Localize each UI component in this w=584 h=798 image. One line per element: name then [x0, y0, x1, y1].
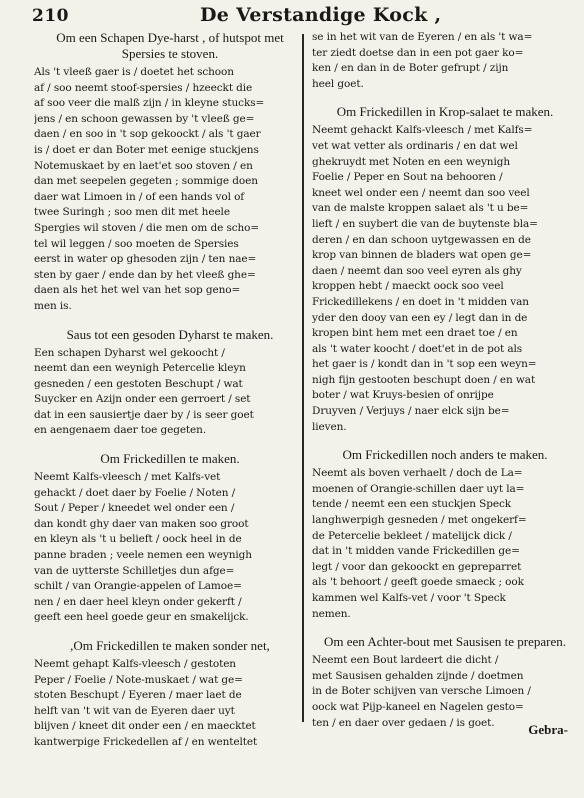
text-line: ghekruydt met Noten en een weynigh	[312, 155, 511, 168]
text-line: dan kondt ghy daer van maken soo groot	[34, 517, 249, 530]
recipe-heading: Om een Achter-bout met Sausisen te preparen.	[324, 634, 566, 650]
text-line: met Sausisen gehalden zijnde / doetmen	[312, 669, 524, 682]
text-line: Foelie / Peper en Sout na behooren /	[312, 171, 503, 184]
text-line: nen / en daer heel kleyn onder gekerft /	[34, 595, 242, 608]
page-number: 210	[32, 6, 69, 26]
recipe-heading: Om Frickedillen te maken.	[100, 451, 240, 467]
text-line: en aengenaem daer toe gegeten.	[34, 424, 207, 437]
text-line: de Petercelie bekleet / matelijck dick /	[312, 529, 512, 542]
recipe-heading: Om een Schapen Dye-harst , of hutspot met Spersies te stoven.	[56, 30, 284, 61]
running-head: De Verstandige Kock ,	[200, 4, 442, 26]
recipe-text	[34, 657, 306, 751]
recipe-text	[34, 470, 306, 626]
text-line: boter / wat Kruys-besien of onrijpe	[312, 389, 494, 402]
text-line: helft van 't wit van de Eyeren daer uyt	[34, 704, 235, 717]
text-line: nemen.	[312, 607, 351, 620]
text-line: sten by gaer / ende dan by het vleeß ghe=	[34, 268, 256, 281]
text-line: Sout / Peper / kneedet wel onder een /	[34, 502, 235, 515]
text-line: neemt dan een weynigh Petercelie kleyn	[34, 362, 246, 375]
text-line: Peper / Foelie / Note-muskaet / wat ge=	[34, 673, 243, 686]
recipe-text	[312, 123, 578, 435]
text-line: als 't water koocht / doet'et in de pot als	[312, 342, 523, 355]
text-line: geeft een heel goede geur en smakelijck.	[34, 611, 249, 624]
text-line: Druyven / Verjuys / naer elck sijn be=	[312, 405, 510, 418]
recipe-text	[312, 30, 578, 92]
text-line: gehackt / doet daer by Foelie / Noten /	[34, 486, 236, 499]
text-line: Spergies wil stoven / die men om de scho=	[34, 221, 260, 234]
text-line: panne braden ; veele nemen een weynigh	[34, 549, 252, 562]
text-line: twee Suringh ; soo men dit met heele	[34, 206, 230, 219]
text-line: vet wat vetter als ordinaris / en dat wel	[312, 139, 518, 152]
text-line: van de malste kroppen salaet als 't u be=	[312, 202, 529, 215]
left-column	[34, 30, 306, 763]
text-line: ter ziedt doetse dan in een pot gaer ko=	[312, 46, 524, 59]
recipe-text	[312, 466, 578, 622]
recipe-heading: Om Frickedillen in Krop-salaet te maken.	[336, 104, 554, 120]
text-line: kroppen hebt / maeckt oock soo veel	[312, 280, 504, 293]
recipe-heading: ,Om Frickedillen te maken sonder net,	[70, 638, 270, 653]
text-line: kammen wel Kalfs-vet / voor 't Speck	[312, 592, 506, 604]
text-line: kneet wel onder een / neemt dan soo veel	[312, 186, 530, 199]
text-line: eerst in water op ghesoden zijn / ten nae=	[34, 253, 257, 266]
text-line: Een schapen Dyharst wel gekoocht /	[34, 346, 225, 359]
text-line: heel goet.	[312, 77, 364, 90]
text-line: Neemt als boven verhaelt / doch de La=	[312, 467, 523, 480]
text-line: tende / neemt een een stuckjen Speck	[312, 498, 512, 511]
text-line: moenen of Orangie-schillen daer uyt la=	[312, 482, 525, 495]
recipe-text	[312, 653, 578, 731]
text-line: Als 't vleeß gaer is / doetet het schoon	[34, 66, 234, 78]
text-line: blijven / kneet dit onder een / en maecktet	[34, 720, 256, 733]
text-line: als 't behoort / geeft goede smaeck ; ook	[312, 576, 524, 589]
recipe-text	[34, 346, 306, 440]
text-line: het gaer is / kondt dan in 't sop een weyn=	[312, 358, 537, 371]
text-line: ken / en dan in de Boter gefrupt / zijn	[312, 62, 509, 75]
text-line: kropen bint hem met een draet toe / en	[312, 327, 518, 340]
text-line: in de Boter schijven van versche Limoen /	[312, 685, 531, 698]
text-line: ten / en daer over gedaen / is goet.	[312, 716, 495, 729]
text-line: se in het wit van de Eyeren / en als 't wa=	[312, 31, 533, 43]
text-line: Frickedillekens / en doet in 't midden van	[312, 295, 529, 308]
text-line: daen / neemt dan soo veel eyren als ghy	[312, 264, 522, 277]
text-line: van de uytterste Schilletjes dun afge=	[34, 564, 235, 577]
text-line: daer wat Limoen in / of een hands vol of	[34, 190, 245, 203]
text-line: oock wat Pijp-kaneel en Nagelen gesto=	[312, 700, 524, 713]
text-line: krop van binnen de bladers wat open ge=	[312, 249, 532, 262]
text-line: lieven.	[312, 420, 347, 433]
text-line: af soo veer die malß zijn / in kleyne stucks=	[34, 97, 265, 110]
recipe-heading: Om Frickedillen noch anders te maken.	[342, 447, 548, 463]
text-line: af / soo neemt stoof-spersies / hzeeckt die	[34, 81, 253, 94]
text-line: yder den dooy van een ey / legt dan in de	[312, 311, 528, 324]
text-line: nigh fijn gestooten beschupt doen / en wat	[312, 373, 536, 386]
text-line: gesneden / een gestoten Beschupt / wat	[34, 377, 243, 390]
text-line: dat in 't midden vande Frickedillen ge=	[312, 545, 520, 558]
right-column	[312, 30, 578, 743]
text-line: daen / en soo in 't sop gekoockt / als 't gaer	[34, 128, 261, 141]
recipe-text	[34, 65, 306, 315]
text-line: langhwerpigh gesneden / met ongekerf=	[312, 514, 527, 527]
text-line: stoten Beschupt / Eyeren / maer laet de	[34, 689, 242, 702]
text-line: Notemuskaet by en laet'et soo stoven / en	[34, 159, 253, 172]
text-line: daen als het het wel van het sop geno=	[34, 284, 241, 297]
text-line: Neemt Kalfs-vleesch / met Kalfs-vet	[34, 471, 221, 484]
text-line: Neemt een Bout lardeert die dicht /	[312, 654, 499, 667]
text-line: men is.	[34, 299, 72, 312]
text-line: en kleyn als 't u belieft / oock heel in de	[34, 533, 242, 546]
text-line: tel wil leggen / soo moeten de Spersies	[34, 237, 239, 250]
text-line: deren / en dan schoon uytgewassen en de	[312, 233, 531, 246]
text-line: Suycker en Azijn onder een gerroert / set	[34, 393, 251, 406]
text-line: dat in een sausiertje daer by / is seer goet	[34, 408, 254, 421]
text-line: jens / en schoon gewassen by 't vleeß ge=	[34, 112, 255, 125]
text-line: Neemt gehapt Kalfs-vleesch / gestoten	[34, 658, 236, 670]
text-line: lieft / en suybert die van de buytenste bla=	[312, 217, 538, 230]
text-line: dan met seepelen gegeten ; sommige doen	[34, 175, 258, 188]
text-line: Neemt gehackt Kalfs-vleesch / met Kalfs=	[312, 124, 533, 137]
text-line: legt / voor dan gekoockt en gepreparret	[312, 560, 522, 573]
text-line: is / doet er dan Boter met eenige stuckjens	[34, 143, 259, 156]
recipe-heading: Saus tot een gesoden Dyharst te maken.	[66, 326, 274, 342]
text-line: schilt / van Orangie-appelen of Lamoe=	[34, 580, 242, 593]
text-line: kantwerpige Frickedellen af / en wenteltet	[34, 735, 258, 748]
catchword: Gebra-	[528, 722, 568, 737]
